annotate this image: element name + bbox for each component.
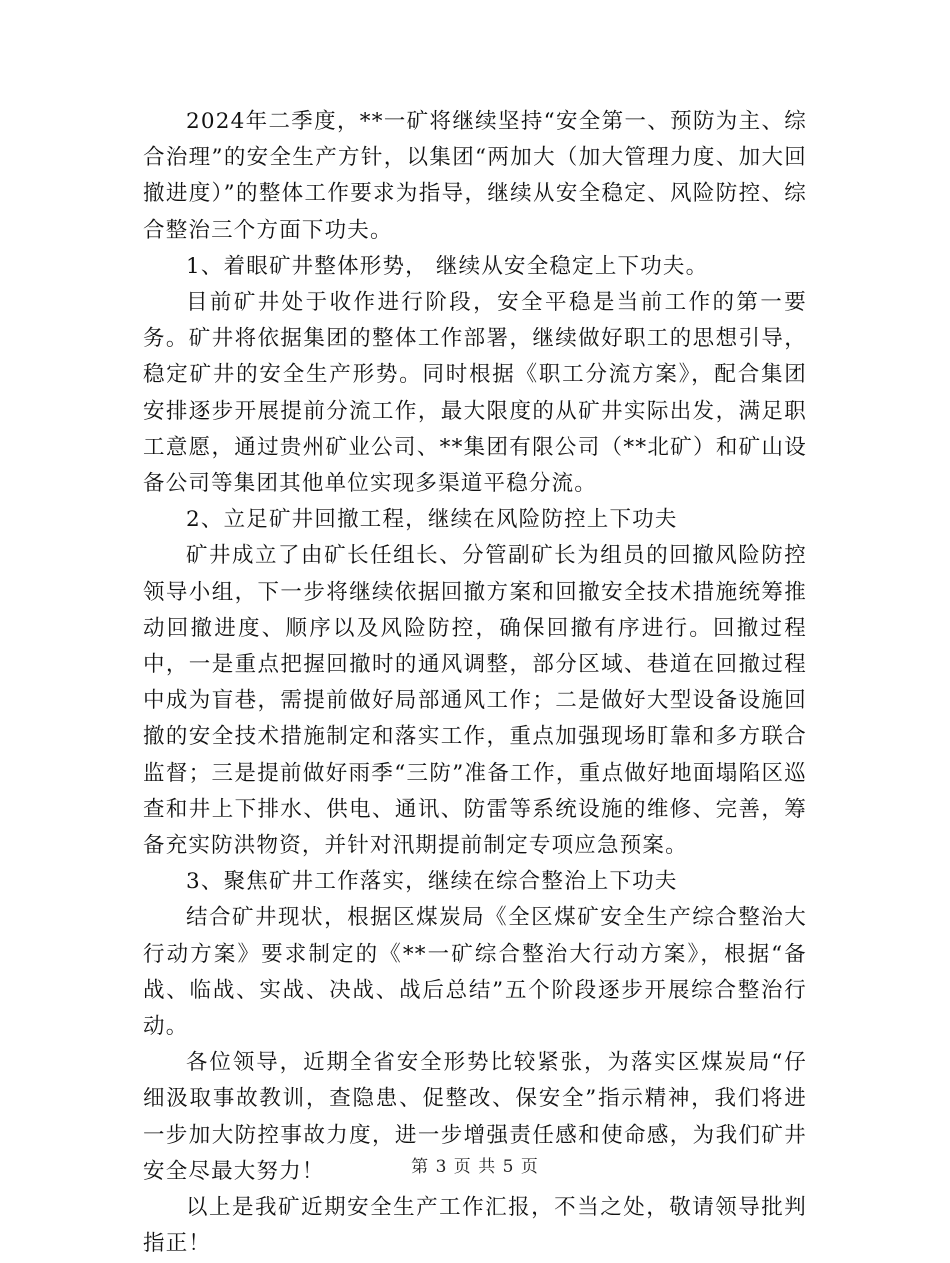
intro-paragraph: 2024年二季度，**一矿将继续坚持“安全第一、预防为主、综合治理”的安全生产方针，以集团“两加大（加大管理力度、加大回撤进度）”的整体工作要求为指导，继续从安全稳定、风险防控、综合整治三个方面下功夫。 <box>143 109 807 243</box>
page-number: 第 3 页 共 5 页 <box>411 1157 539 1177</box>
section-heading-2: 2、立足矿井回撤工程，继续在风险防控上下功夫 <box>186 507 678 533</box>
final-paragraph: 以上是我矿近期安全生产工作汇报，不当之处，敬请领导批判指正！ <box>143 1195 807 1257</box>
section-heading-3: 3、聚焦矿井工作落实，继续在综合整治上下功夫 <box>186 869 678 895</box>
document-body <box>143 104 807 1263</box>
section-1-paragraph: 目前矿井处于收作进行阶段，安全平稳是当前工作的第一要务。矿井将依据集团的整体工作部署，继续做好职工的思想引导，稳定矿井的安全生产形势。同时根据《职工分流方案》，配合集团安排逐步开展提前分流工作，最大限度的从矿井实际出发，满足职工意愿，通过贵州矿业公司、**集团有限公司（**北矿）和矿山设备公司等集团其他单位实现多渠道平稳分流。 <box>143 290 807 497</box>
section-2-paragraph: 矿井成立了由矿长任组长、分管副矿长为组员的回撤风险防控领导小组，下一步将继续依据回撤方案和回撤安全技术措施统筹推动回撤进度、顺序以及风险防控，确保回撤有序进行。回撤过程中，一是重点把握回撤时的通风调整，部分区域、巷道在回撤过程中成为盲巷，需提前做好局部通风工作；二是做好大型设备设施回撤的安全技术措施制定和落实工作，重点加强现场盯靠和多方联合监督；三是提前做好雨季“三防”准备工作，重点做好地面塌陷区巡查和井上下排水、供电、通讯、防雷等系统设施的维修、完善，筹备充实防洪物资，并针对汛期提前制定专项应急预案。 <box>143 543 807 859</box>
closing-paragraph: 各位领导，近期全省安全形势比较紧张，为落实区煤炭局“仔细汲取事故教训，查隐患、促整改、保安全”指示精神，我们将进一步加大防控事故力度，进一步增强责任感和使命感，为我们矿井安全尽最大努力！ <box>143 1050 807 1184</box>
section-3-paragraph: 结合矿井现状，根据区煤炭局《全区煤矿安全生产综合整治大行动方案》要求制定的《**一矿综合整治大行动方案》，根据“备战、临战、实战、决战、战后总结”五个阶段逐步开展综合整治行动。 <box>143 905 807 1040</box>
section-heading-1: 1、着眼矿井整体形势， 继续从安全稳定上下功夫。 <box>186 253 709 279</box>
